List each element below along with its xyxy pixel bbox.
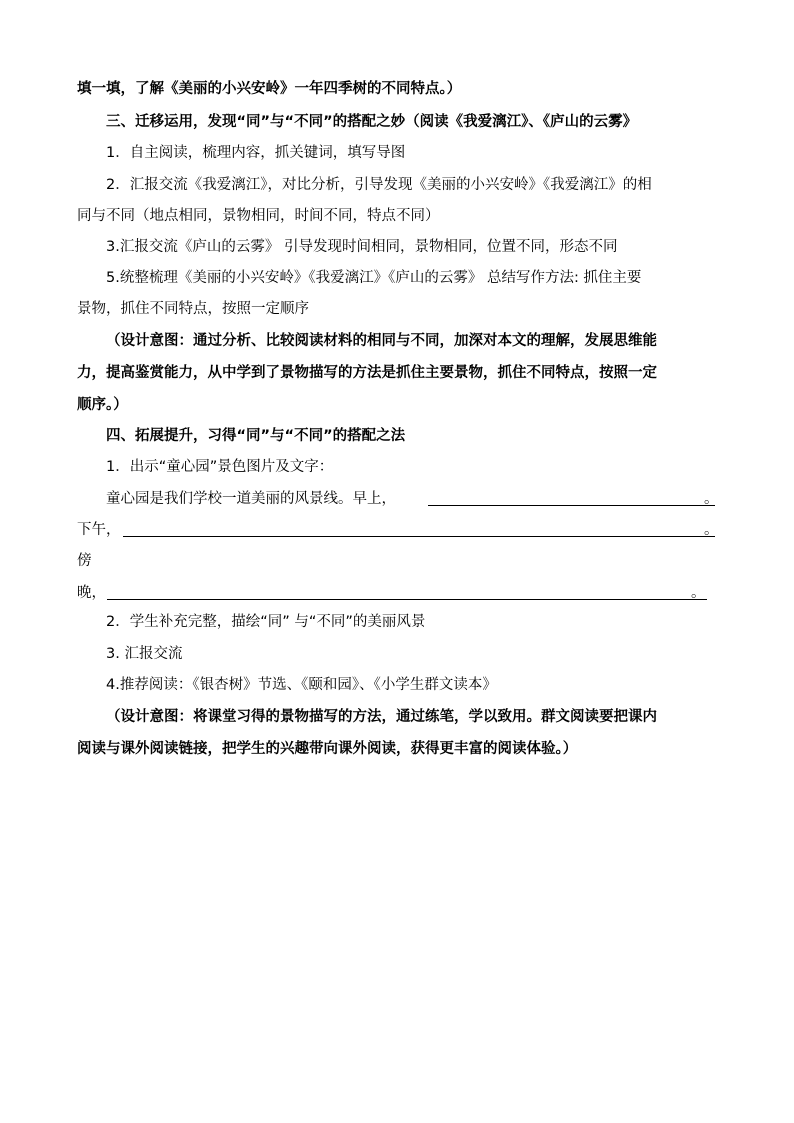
design-intent-2-line-1: （设计意图：将课堂习得的景物描写的方法，通过练笔，学以致用。群文阅读要把课内 — [106, 709, 657, 725]
fill-end-evening: 。 — [691, 585, 706, 601]
fill-prompt-morning: 童心园是我们学校一道美丽的风景线。早上， — [106, 491, 396, 507]
section-heading-3: 三、迁移运用，发现“同”与“不同”的搭配之妙（阅读《我爱漓江》、《庐山的云雾》 — [106, 114, 638, 130]
design-intent-2-line-2: 阅读与课外阅读链接，把学生的兴趣带向课外阅读，获得更丰富的阅读体验。） — [77, 741, 578, 757]
design-intent-1-line-3: 顺序。） — [77, 397, 128, 413]
text-line-6: 3.汇报交流《庐山的云雾》 引导发现时间相同，景物相同，位置不同，形态不同 — [106, 239, 618, 255]
text-line-3: 1．自主阅读，梳理内容，抓关键词，填写导图 — [106, 145, 406, 161]
fill-blank-afternoon — [123, 536, 715, 537]
text-line-19: 3. 汇报交流 — [106, 646, 183, 662]
fill-end-morning: 。 — [704, 491, 719, 507]
text-line-18: 2．学生补充完整，描绘“同” 与“不同”的美丽风景 — [106, 614, 426, 630]
text-line-8: 景物，抓住不同特点，按照一定顺序 — [77, 301, 309, 317]
fill-blank-evening — [107, 599, 707, 600]
text-line-7: 5.统整梳理《美丽的小兴安岭》《我爱漓江》《庐山的云雾》 总结写作方法: 抓住主要 — [106, 270, 642, 286]
text-line-4: 2．汇报交流《我爱漓江》，对比分析，引导发现《美丽的小兴安岭》《我爱漓江》的相 — [106, 177, 652, 193]
text-line-20: 4.推荐阅读：《银杏树》节选、《颐和园》、《小学生群文读本》 — [106, 677, 497, 693]
fill-prompt-afternoon: 下午， — [77, 522, 121, 538]
section-heading-4: 四、拓展提升，习得“同”与“不同”的搭配之法 — [106, 428, 406, 444]
fill-prompt-evening-1: 傍 — [77, 553, 92, 569]
fill-end-afternoon: 。 — [704, 522, 719, 538]
design-intent-1-line-1: （设计意图：通过分析、比较阅读材料的相同与不同，加深对本文的理解，发展思维能 — [106, 333, 657, 349]
fill-prompt-evening-2: 晚， — [77, 585, 106, 601]
design-intent-1-line-2: 力，提高鉴赏能力，从中学到了景物描写的方法是抓住主要景物，抓住不同特点，按照一定 — [77, 365, 657, 381]
fill-blank-morning — [428, 505, 715, 506]
text-line-1: 填一填，了解《美丽的小兴安岭》一年四季树的不同特点。） — [77, 81, 462, 97]
text-line-13: 1．出示“童心园”景色图片及文字： — [106, 459, 334, 475]
text-line-5: 同与不同（地点相同，景物相同，时间不同，特点不同） — [77, 208, 440, 224]
